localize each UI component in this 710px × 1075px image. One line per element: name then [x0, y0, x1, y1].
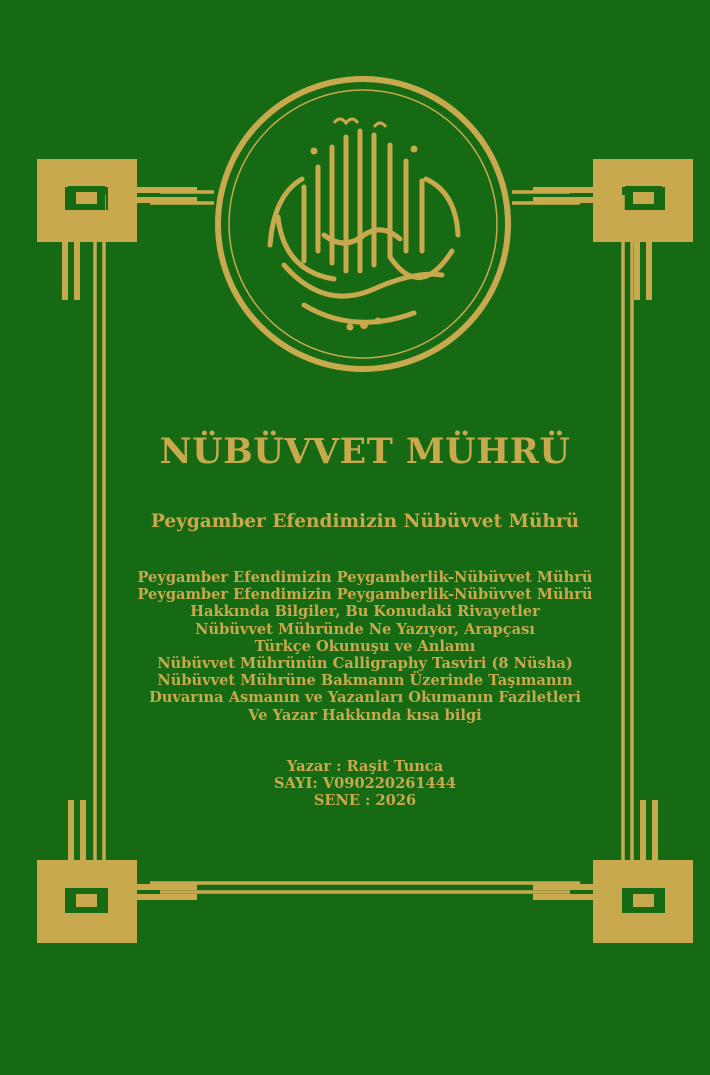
book-description [100, 569, 630, 724]
book-subtitle: Peygamber Efendimizin Nübüvvet Mührü [150, 511, 580, 532]
description-line: Peygamber Efendimizin Peygamberlik-Nübüvvet Mührü [137, 569, 593, 586]
description-line: Türkçe Okunuşu ve Anlamı [254, 637, 476, 655]
corner-ornament-bottom-right [533, 800, 693, 943]
corner-ornament-bottom-left [37, 800, 197, 943]
seal-medallion [214, 75, 512, 373]
description-line: Nübüvvet Mührüne Bakmanın Üzerinde Taşımanın [157, 672, 573, 690]
number-line: SAYI: V090220261444 [273, 775, 457, 793]
description-line: Duvarına Asmanın ve Yazanları Okumanın Faziletleri [149, 689, 581, 707]
corner-ornament-top-right [533, 159, 693, 300]
description-line: Ve Yazar Hakkında kısa bilgi [248, 706, 482, 724]
seal-of-prophethood-calligraphy-icon [214, 75, 512, 373]
corner-ornament-top-left [37, 159, 197, 300]
year-line: SENE : 2026 [313, 792, 417, 810]
description-line: Nübüvvet Mühründe Ne Yazıyor, Arapçası [195, 620, 535, 638]
description-line: Nübüvvet Mührünün Calligraphy Tasviri (8 Nüsha) [157, 655, 573, 673]
book-meta [100, 758, 630, 810]
author-line: Yazar : Raşit Tunca [286, 758, 444, 775]
description-line: Hakkında Bilgiler, Bu Konudaki Rivayetler [190, 603, 540, 621]
description-line: Peygamber Efendimizin Peygamberlik-Nübüvvet Mührü [137, 586, 593, 604]
book-title: NÜBÜVVET MÜHRÜ [159, 431, 571, 472]
